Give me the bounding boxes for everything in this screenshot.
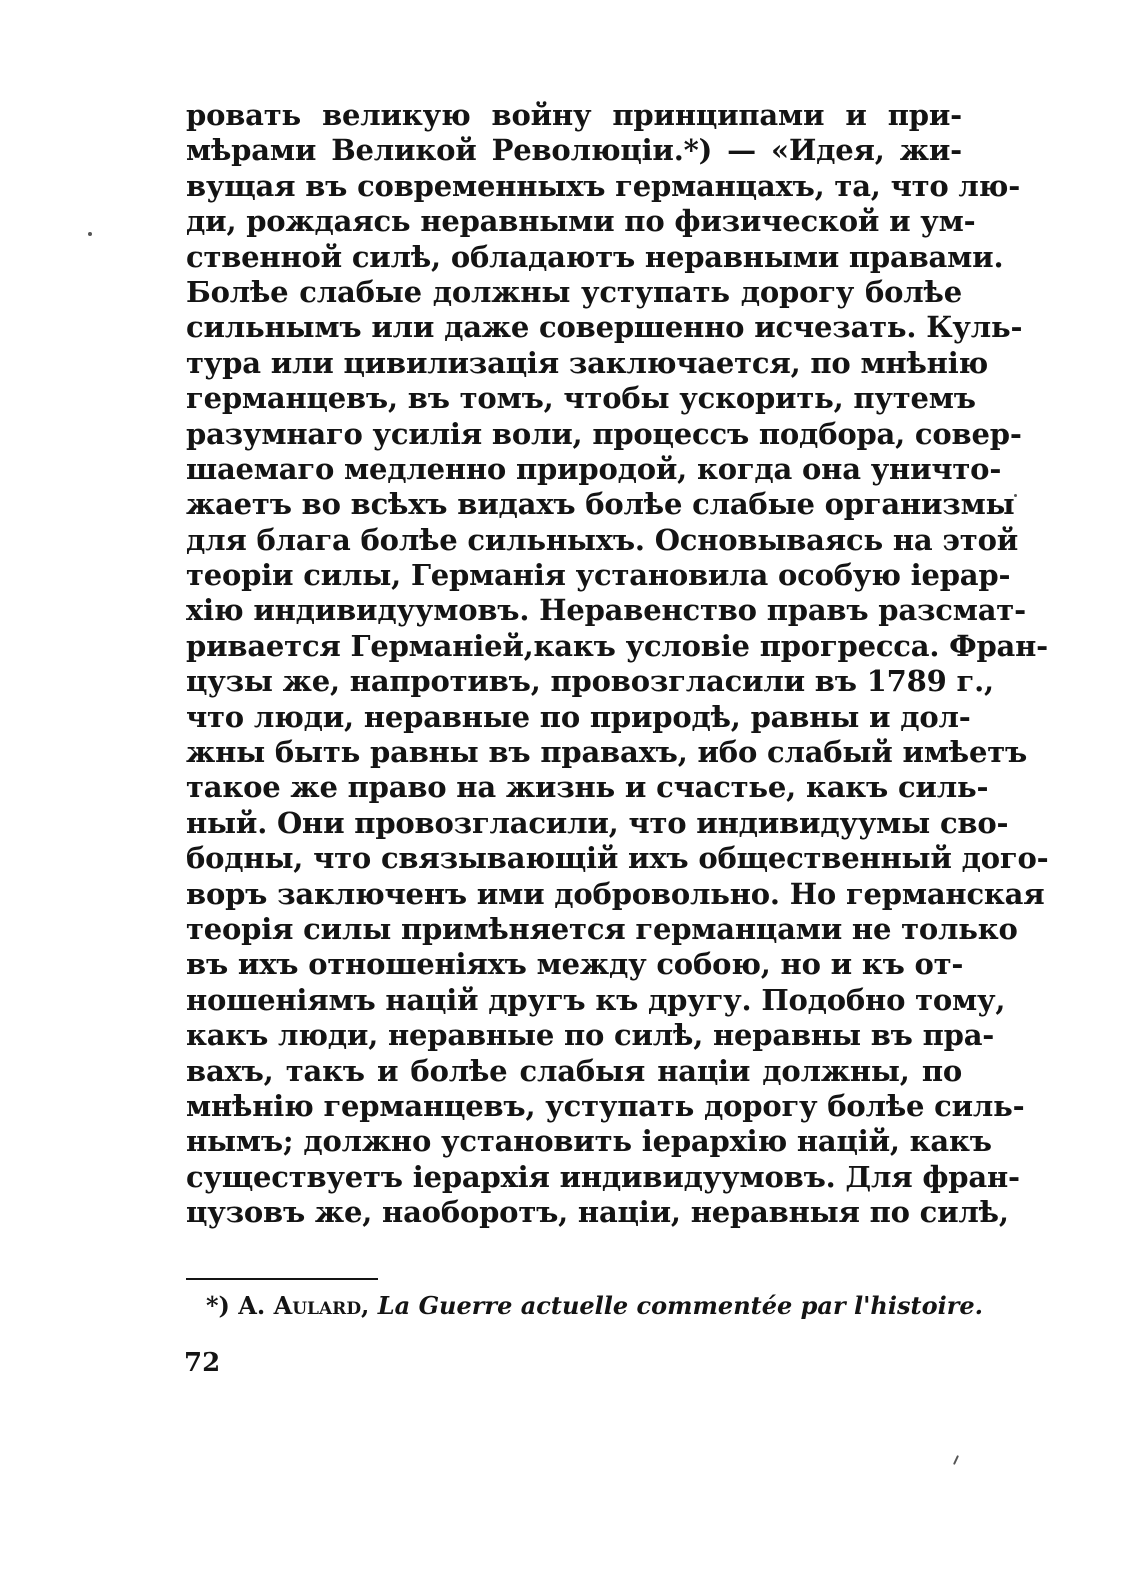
text-line: вахъ, такъ и болѣе слабыя націи должны, по [186, 1053, 962, 1088]
text-line: германцевъ, въ томъ, чтобы ускорить, путемъ [186, 381, 976, 416]
text-line: въ ихъ отношеніяхъ между собою, но и къ от- [186, 947, 964, 982]
footnote-author: A. Aulard, [238, 1291, 370, 1320]
text-line: бодны, что связывающій ихъ общественный дого- [186, 841, 1049, 876]
footnote-marker: *) [206, 1291, 230, 1320]
text-line: ственной силѣ, обладаютъ неравными правами. [186, 239, 1004, 274]
text-line: что люди, неравные по природѣ, равны и дол- [186, 699, 971, 734]
footnote-divider [186, 1278, 378, 1280]
text-line: ривается Германіей,какъ условіе прогресса. Фран- [186, 628, 1048, 663]
text-line: мѣрами Великой Революціи.*) — «Идея, жи- [186, 133, 962, 168]
text-line: жаетъ во всѣхъ видахъ болѣе слабые организмы [186, 487, 1015, 522]
paper-speck [953, 1455, 959, 1465]
text-line: теоріи силы, Германія установила особую іерар- [186, 558, 1011, 593]
text-line: мнѣнію германцевъ, уступать дорогу болѣе силь- [186, 1088, 1025, 1123]
text-line: цузовъ же, наоборотъ, націи, неравныя по силѣ, [186, 1195, 1009, 1230]
text-line: Болѣе слабые должны уступать дорогу болѣе [186, 274, 962, 309]
text-line: ный. Они провозгласили, что индивидуумы сво- [186, 805, 1009, 840]
text-line: хію индивидуумовъ. Неравенство правъ разсмат- [186, 593, 1026, 628]
text-line: вущая въ современныхъ германцахъ, та, что лю- [186, 168, 1021, 203]
text-line: существуетъ іерархія индивидуумовъ. Для фран- [186, 1159, 1020, 1194]
text-line: тура или цивилизація заключается, по мнѣнію [186, 345, 989, 380]
text-line: какъ люди, неравные по силѣ, неравны въ пра- [186, 1018, 995, 1053]
footnote [206, 1289, 983, 1323]
text-line: жны быть равны въ правахъ, ибо слабый имѣетъ [186, 735, 1028, 770]
text-line: ди, рождаясь неравными по физической и ум- [186, 204, 976, 239]
body-text [186, 98, 1049, 1231]
text-line: цузы же, напротивъ, провозгласили въ 1789 г., [186, 664, 994, 699]
paper-speck [1014, 494, 1017, 497]
text-line: теорія силы примѣняется германцами не только [186, 911, 1018, 946]
text-line: ровать великую войну принципами и при- [186, 98, 962, 132]
text-line: такое же право на жизнь и счастье, какъ силь- [186, 770, 989, 805]
text-line: ношеніямъ націй другъ къ другу. Подобно тому, [186, 982, 1006, 1017]
text-line: шаемаго медленно природой, когда она уничто- [186, 451, 1002, 486]
paper-speck [88, 232, 92, 236]
text-line: для блага болѣе сильныхъ. Основываясь на этой [186, 522, 1019, 557]
text-line: нымъ; должно установить іерархію націй, какъ [186, 1124, 992, 1159]
text-line: разумнаго усилія воли, процессъ подбора, совер- [186, 416, 1022, 451]
page-number: 72 [184, 1348, 221, 1378]
text-line: воръ заключенъ ими добровольно. Но германская [186, 876, 1045, 911]
footnote-title: La Guerre actuelle commentée par l'histoire. [377, 1291, 983, 1320]
text-line: сильнымъ или даже совершенно исчезать. Куль- [186, 310, 1023, 345]
